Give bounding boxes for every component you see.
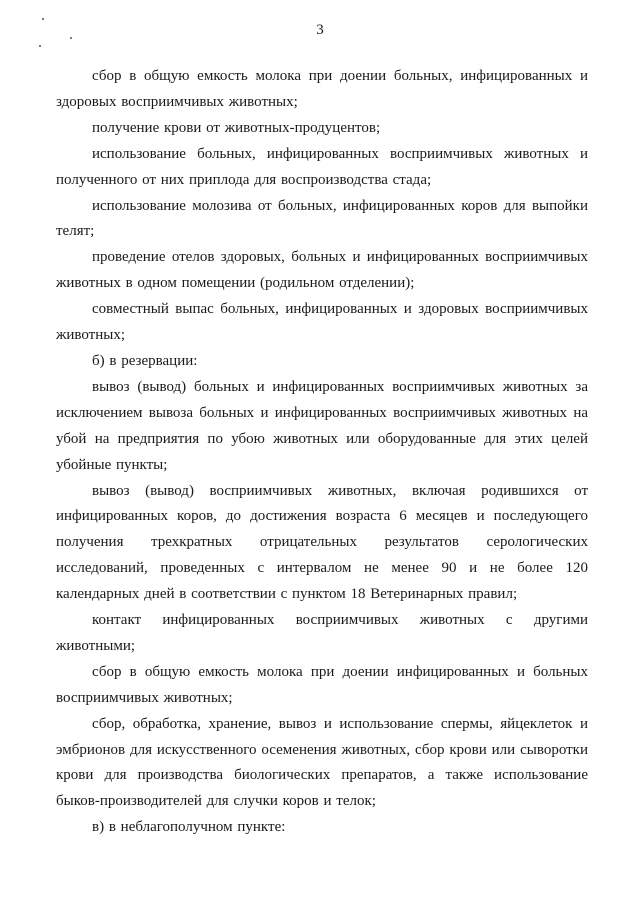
scan-artifact [42,18,44,20]
page-number: 3 [316,22,324,38]
paragraph: использование больных, инфицированных восприимчивых животных и полученного от них приплода для воспроизводства стада; [56,145,588,188]
section-heading: б) в резервации: [92,352,198,369]
paragraph: сбор в общую емкость молока при доении инфицированных и больных восприимчивых животных; [56,663,588,706]
paragraph: совместный выпас больных, инфицированных и здоровых восприимчивых животных; [56,301,588,344]
paragraph: вывоз (вывод) больных и инфицированных восприимчивых животных за исключением вывоза больных и инфицированных восприимчивых животных на убой на предприятия по убою животных или оборудованные для этих целей убойные пункты; [56,378,588,473]
paragraph: получение крови от животных-продуцентов; [92,119,381,136]
paragraph: вывоз (вывод) восприимчивых животных, включая родившихся от инфицированных коров, до достижения возраста 6 месяцев и последующего получения трехкратных отрицательных результатов серологических исследований, проведенных с интервалом не менее 90 и не более 120 календарных дней в соответствии с пунктом 18 Ветеринарных правил; [56,482,588,603]
paragraph: контакт инфицированных восприимчивых животных с другими животными; [56,612,588,654]
paragraph: использование молозива от больных, инфицированных коров для выпойки телят; [56,197,588,240]
paragraph: сбор, обработка, хранение, вывоз и использование спермы, яйцеклеток и эмбрионов для искусственного осеменения животных, сбор крови или сыворотки крови для производства биологических препаратов, а также использование быков-производителей для случки коров и телок; [56,715,588,810]
paragraph: сбор в общую емкость молока при доении больных, инфицированных и здоровых восприимчивых животных; [56,68,588,110]
paragraph: проведение отелов здоровых, больных и инфицированных восприимчивых животных в одном помещении (родильном отделении); [56,249,588,292]
scan-artifact [39,45,41,47]
section-heading: в) в неблагополучном пункте: [92,819,286,836]
document-body [56,64,588,841]
